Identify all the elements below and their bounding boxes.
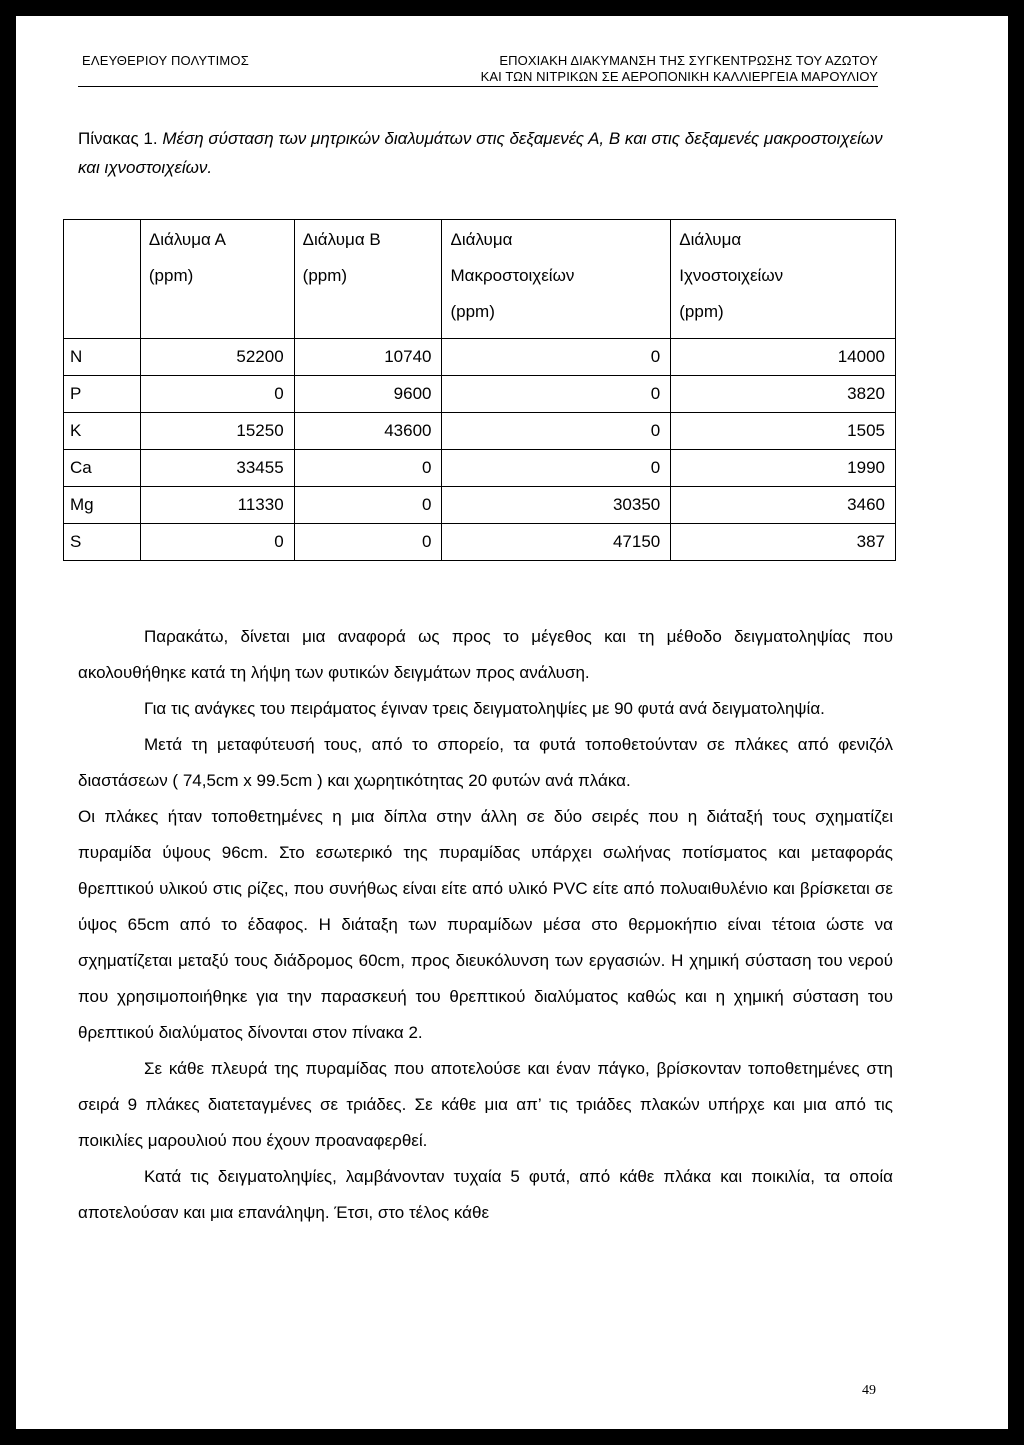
table-row-element: Ca (64, 450, 141, 487)
paragraph: Για τις ανάγκες του πειράματος έγιναν τρεις δειγματοληψίες με 90 φυτά ανά δειγματοληψία. (144, 699, 825, 718)
table-row (64, 524, 896, 561)
table-cell: 0 (442, 413, 671, 450)
table-header-row (64, 220, 896, 339)
page-number: 49 (862, 1383, 876, 1398)
table-cell: 387 (671, 524, 896, 561)
table-cell: 0 (294, 450, 442, 487)
table-header-line: Διάλυμα Β (302, 230, 381, 249)
table-caption-label: Πίνακας 1. (78, 129, 163, 148)
table-row-element: N (64, 339, 141, 376)
body-text (78, 619, 893, 1231)
table-header-line: (ppm) (148, 266, 194, 285)
table-caption-text: Μέση σύσταση των μητρικών διαλυμάτων στις δεξαμενές Α, Β και στις δεξαμενές μακροστοιχείων και ιχνοστοιχείων. (78, 129, 883, 177)
table-cell: 3460 (671, 487, 896, 524)
table-header-line: Ιχνοστοιχείων (679, 266, 784, 285)
paragraph: Σε κάθε πλευρά της πυραμίδας που αποτελούσε και έναν πάγκο, βρίσκονταν τοποθετημένες στη σειρά 9 πλάκες διατεταγμένες σε τριάδες. Σε κάθε μια απ’ τις τριάδες πλακών υπήρχε και μια από τις ποικιλίες μαρουλιού που έχουν προαναφερθεί. (78, 1059, 893, 1150)
table-cell: 33455 (140, 450, 294, 487)
table-header-line: Διάλυμα Α (148, 230, 226, 249)
table-cell: 1505 (671, 413, 896, 450)
paragraph: Οι πλάκες ήταν τοποθετημένες η μια δίπλα στην άλλη σε δύο σειρές που η διάταξή τους σχηματίζει πυραμίδα ύψους 96cm. Στο εσωτερικό της πυραμίδας υπάρχει σωλήνας ποτίσματος και μεταφοράς θρεπτικού υλικού στις ρίζες, που συνήθως είναι είτε από υλικό PVC είτε από πολυαιθυλένιο και βρίσκεται σε ύψος 65cm από το έδαφος. Η διάταξη των πυραμίδων μέσα στο θερμοκήπιο είναι τέτοια ώστε να σχηματίζεται μεταξύ τους διάδρομος 60cm, προς διευκόλυνση των εργασιών. Η χημική σύσταση του νερού που χρησιμοποιήθηκε για την παρασκευή του θρεπτικού διαλύματος καθώς και η χημική σύσταση του θρεπτικού διαλύματος δίνονται στον πίνακα 2. (78, 807, 893, 1042)
table-column-header (442, 220, 671, 339)
nutrient-solution-table (63, 219, 896, 561)
document-page (16, 16, 1008, 1429)
table-header-line: Διάλυμα (450, 230, 513, 249)
table-header-line: Μακροστοιχείων (450, 266, 575, 285)
table-cell: 47150 (442, 524, 671, 561)
table-row-element: K (64, 413, 141, 450)
table-column-header (294, 220, 442, 339)
running-header-title (481, 53, 878, 85)
paragraph: Μετά τη μεταφύτευσή τους, από το σπορείο, τα φυτά τοποθετούνταν σε πλάκες από φενιζόλ διαστάσεων ( 74,5cm x 99.5cm ) και χωρητικότητας 20 φυτών ανά πλάκα. (78, 735, 893, 790)
table-cell: 3820 (671, 376, 896, 413)
table-cell: 0 (140, 524, 294, 561)
table-row (64, 376, 896, 413)
table-row (64, 413, 896, 450)
table-cell: 0 (442, 450, 671, 487)
table-row (64, 339, 896, 376)
table-row (64, 487, 896, 524)
table-caption (78, 124, 893, 182)
table-cell: 0 (442, 339, 671, 376)
table-cell: 0 (140, 376, 294, 413)
table-cell: 0 (294, 524, 442, 561)
table-cell: 11330 (140, 487, 294, 524)
table-cell: 43600 (294, 413, 442, 450)
running-header-author: ΕΛΕΥΘΕΡΙΟΥ ΠΟΛΥΤΙΜΟΣ (82, 53, 249, 68)
table-cell: 0 (442, 376, 671, 413)
running-header-title-line1: ΕΠΟΧΙΑΚΗ ΔΙΑΚΥΜΑΝΣΗ ΤΗΣ ΣΥΓΚΕΝΤΡΩΣΗΣ ΤΟΥ ΑΖΩΤΟΥ (499, 53, 878, 68)
table-header-line: (ppm) (450, 302, 495, 321)
table-row (64, 450, 896, 487)
table-corner-cell (64, 220, 141, 339)
table-cell: 0 (294, 487, 442, 524)
paragraph: Κατά τις δειγματοληψίες, λαμβάνονταν τυχαία 5 φυτά, από κάθε πλάκα και ποικιλία, τα οποία αποτελούσαν και μια επανάληψη. Έτσι, στο τέλος κάθε (78, 1167, 893, 1222)
table-column-header (140, 220, 294, 339)
table-row-element: P (64, 376, 141, 413)
table-cell: 10740 (294, 339, 442, 376)
paragraph: Παρακάτω, δίνεται μια αναφορά ως προς το μέγεθος και τη μέθοδο δειγματοληψίας που ακολουθήθηκε κατά τη λήψη των φυτικών δειγμάτων προς ανάλυση. (78, 627, 893, 682)
table-column-header (671, 220, 896, 339)
table-cell: 30350 (442, 487, 671, 524)
table-row-element: S (64, 524, 141, 561)
table-header-line: (ppm) (302, 266, 348, 285)
table-cell: 1990 (671, 450, 896, 487)
header-rule (78, 86, 878, 87)
table-header-line: Διάλυμα (679, 230, 742, 249)
table-cell: 9600 (294, 376, 442, 413)
table-cell: 15250 (140, 413, 294, 450)
table-row-element: Mg (64, 487, 141, 524)
table-cell: 52200 (140, 339, 294, 376)
table-cell: 14000 (671, 339, 896, 376)
running-header-title-line2: ΚΑΙ ΤΩΝ ΝΙΤΡΙΚΩΝ ΣΕ ΑΕΡΟΠΟΝΙΚΗ ΚΑΛΛΙΕΡΓΕΙΑ ΜΑΡΟΥΛΙΟΥ (480, 69, 878, 84)
table-header-line: (ppm) (679, 302, 724, 321)
